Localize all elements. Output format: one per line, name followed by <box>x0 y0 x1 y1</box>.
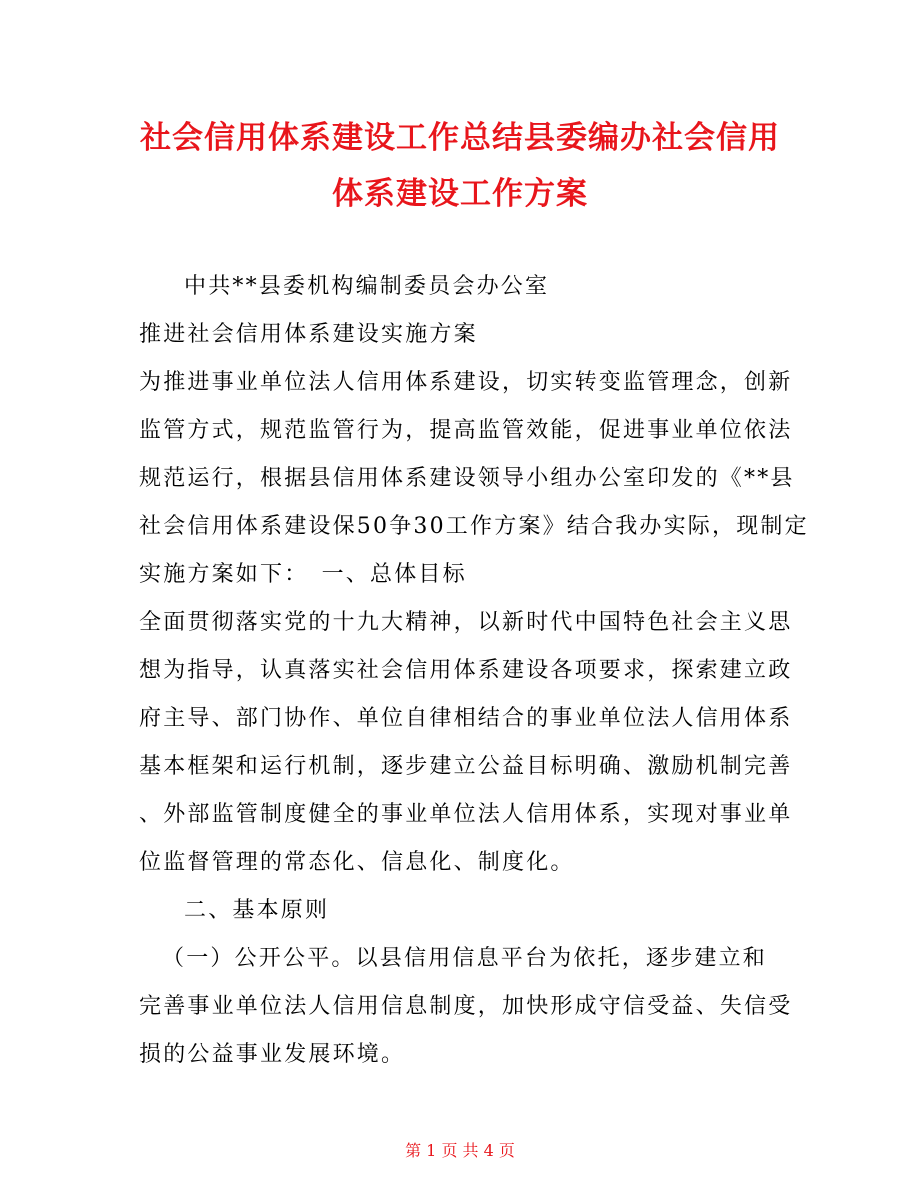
page-number-footer: 第 1 页 共 4 页 <box>405 1141 515 1160</box>
plan-title-line: 推进社会信用体系建设实施方案 <box>139 322 478 347</box>
paragraph-line: 想为指导，认真落实社会信用体系建设各项要求，探索建立政 <box>139 658 793 683</box>
document-title-line-1: 社会信用体系建设工作总结县委编办社会信用 <box>140 120 780 156</box>
document-title-line-2: 体系建设工作方案 <box>332 176 588 212</box>
paragraph-line: 为推进事业单位法人信用体系建设，切实转变监管理念，创新 <box>139 370 793 395</box>
paragraph-line: 、外部监管制度健全的事业单位法人信用体系，实现对事业单 <box>139 802 793 827</box>
paragraph-line: （一）公开公平。以县信用信息平台为依托，逐步建立和 <box>162 946 768 971</box>
paragraph-line: 规范运行，根据县信用体系建设领导小组办公室印发的《**县 <box>139 466 795 491</box>
issuer-line: 中共**县委机构编制委员会办公室 <box>184 274 550 299</box>
paragraph-line: 社会信用体系建设保50争30工作方案》结合我办实际，现制定 <box>139 514 809 539</box>
paragraph-line: 基本框架和运行机制，逐步建立公益目标明确、激励机制完善 <box>139 754 793 779</box>
paragraph-line: 监管方式，规范监管行为，提高监管效能，促进事业单位依法 <box>139 418 793 443</box>
section-heading: 二、基本原则 <box>184 898 330 923</box>
paragraph-line: 府主导、部门协作、单位自律相结合的事业单位法人信用体系 <box>139 706 793 731</box>
paragraph-line: 完善事业单位法人信用信息制度，加快形成守信受益、失信受 <box>139 994 793 1019</box>
paragraph-line: 位监督管理的常态化、信息化、制度化。 <box>139 850 575 875</box>
paragraph-line: 实施方案如下： 一、总体目标 <box>139 562 467 587</box>
paragraph-line: 损的公益事业发展环境。 <box>139 1042 406 1067</box>
paragraph-line: 全面贯彻落实党的十九大精神，以新时代中国特色社会主义思 <box>139 610 793 635</box>
